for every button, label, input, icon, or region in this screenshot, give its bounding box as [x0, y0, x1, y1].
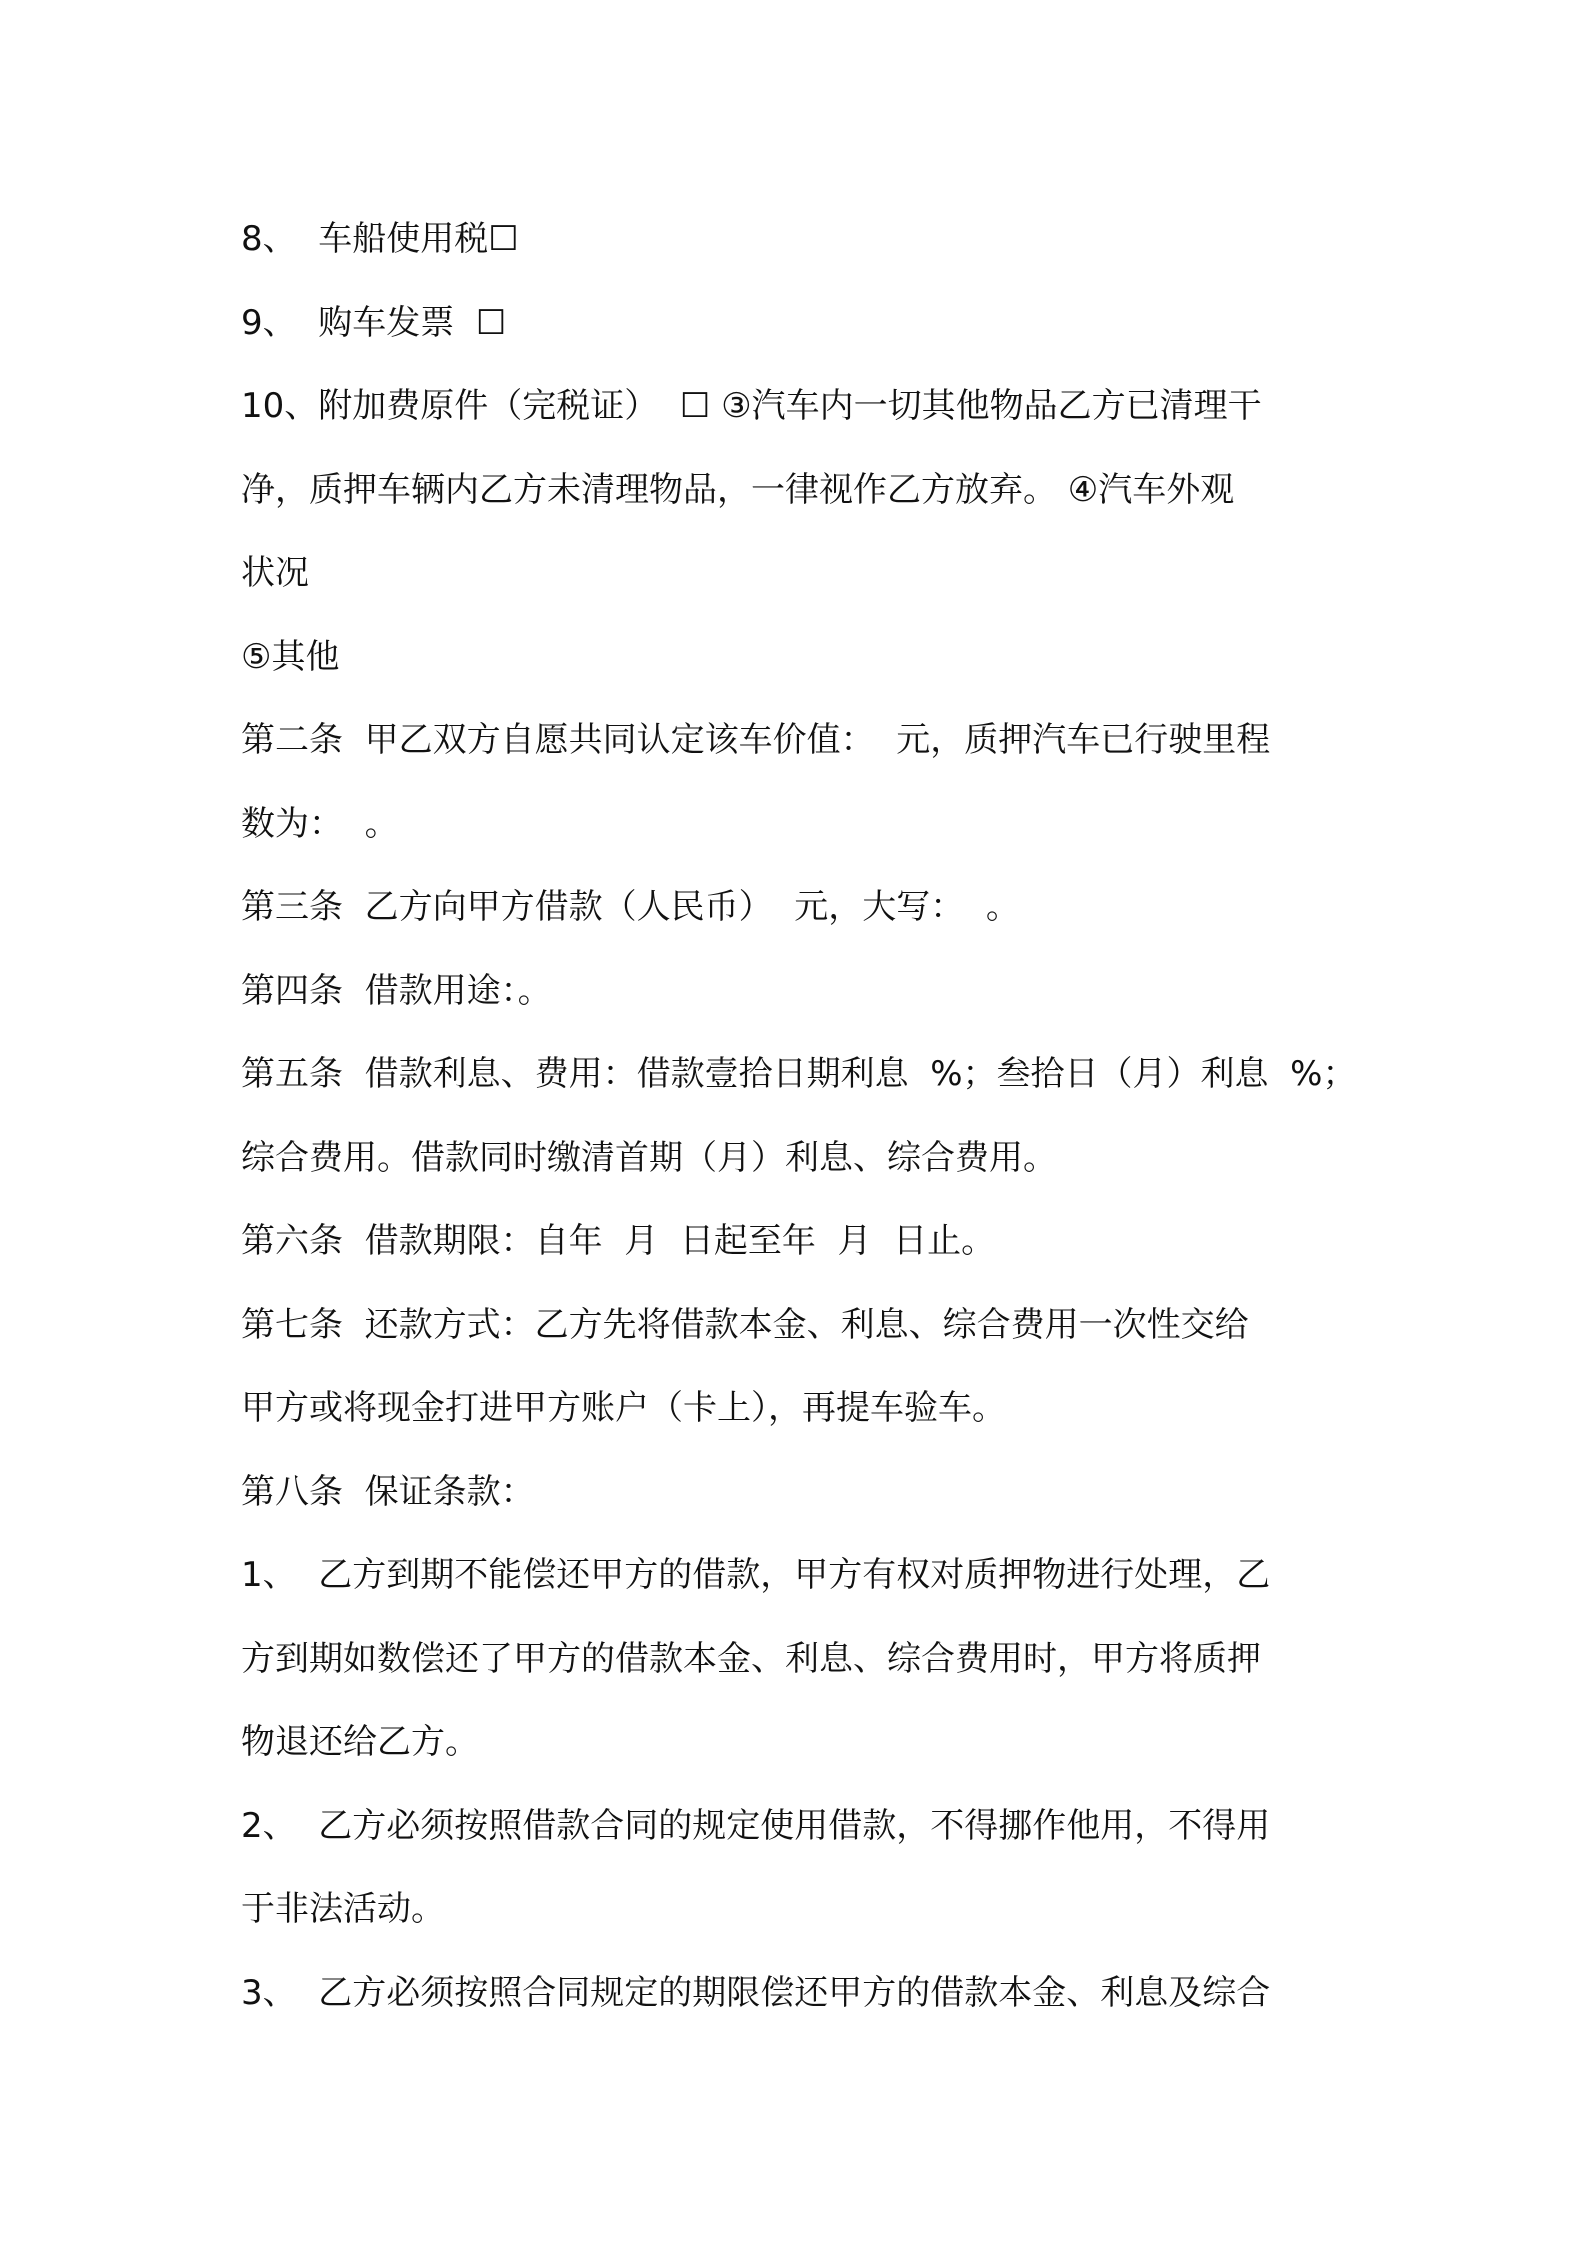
clause-1: 1、 乙方到期不能偿还甲方的借款，甲方有权对质押物进行处理，乙 — [241, 1555, 1271, 1595]
article-6: 第六条 借款期限：自年 月 日起至年 月 日止。 — [241, 1221, 996, 1261]
line-item-10-continued: 净，质押车辆内乙方未清理物品，一律视作乙方放弃。 ④汽车外观 — [241, 469, 1235, 510]
article-2: 第二条 甲乙双方自愿共同认定该车价值： 元，质押汽车已行驶里程 — [241, 720, 1271, 760]
clause-2: 2、 乙方必须按照借款合同的规定使用借款，不得挪作他用，不得用 — [241, 1805, 1271, 1846]
article-4: 第四条 借款用途：。 — [241, 970, 552, 1011]
clause-1-end: 物退还给乙方。 — [241, 1722, 479, 1762]
article-2-continued: 数为： 。 — [241, 803, 399, 844]
line-item-other: ⑤其他 — [241, 636, 340, 677]
line-item-10-condition: 状况 — [241, 553, 309, 593]
clause-1-continued: 方到期如数偿还了甲方的借款本金、利息、综合费用时，甲方将质押 — [241, 1638, 1261, 1679]
article-3: 第三条 乙方向甲方借款（人民币） 元，大写： 。 — [241, 887, 1020, 927]
clause-3: 3、 乙方必须按照合同规定的期限偿还甲方的借款本金、利息及综合 — [241, 1972, 1271, 2013]
line-item-9-purchase-invoice: 9、 购车发票 ☐ — [241, 302, 507, 343]
article-5: 第五条 借款利息、费用：借款壹拾日期利息 %；叁拾日（月）利息 %； — [241, 1054, 1357, 1094]
clause-2-end: 于非法活动。 — [241, 1889, 445, 1929]
article-7: 第七条 还款方式：乙方先将借款本金、利息、综合费用一次性交给 — [241, 1304, 1249, 1345]
line-item-8-vehicle-tax: 8、 车船使用税☐ — [241, 219, 519, 259]
article-5-continued: 综合费用。借款同时缴清首期（月）利息、综合费用。 — [241, 1137, 1057, 1178]
line-item-10-surcharge-original: 10、附加费原件（完税证） ☐ ③汽车内一切其他物品乙方已清理干 — [241, 386, 1262, 426]
article-7-continued: 甲方或将现金打进甲方账户（卡上），再提车验车。 — [241, 1388, 1006, 1428]
document-body — [241, 198, 1357, 2035]
article-8: 第八条 保证条款： — [241, 1471, 535, 1512]
